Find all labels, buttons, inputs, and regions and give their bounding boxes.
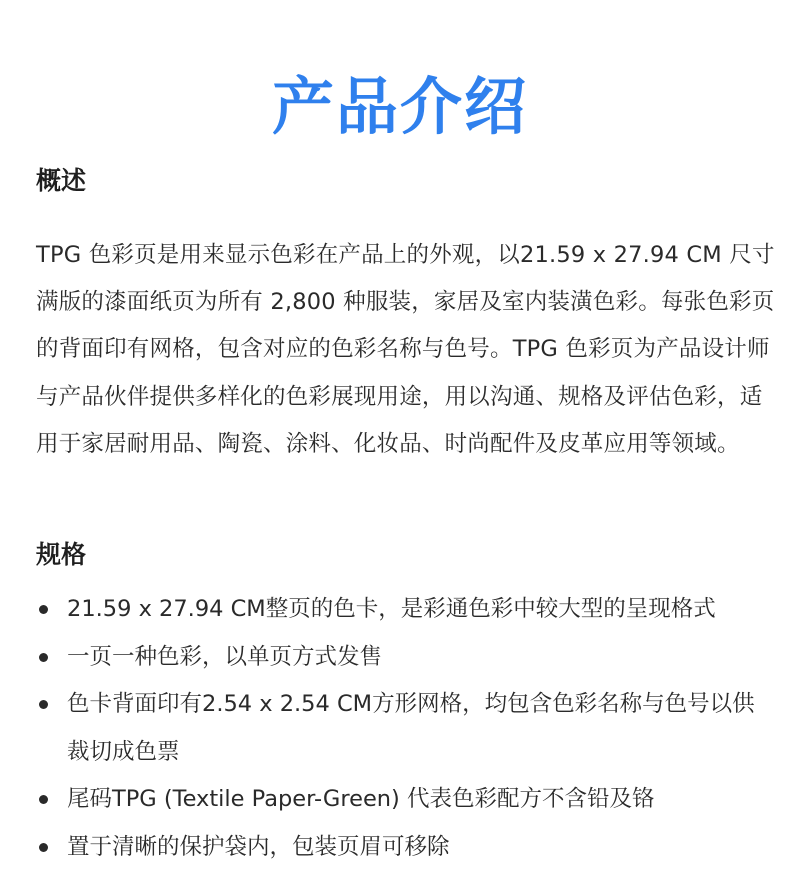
- spec-item: [36, 681, 776, 776]
- spec-item: [36, 634, 776, 682]
- spec-item-text: 尾码TPG (Textile Paper-Green) 代表色彩配方不含铅及铬: [67, 786, 655, 812]
- bullet-icon: [39, 653, 48, 662]
- spec-item-text: 一页一种色彩，以单页方式发售: [67, 643, 383, 670]
- bullet-icon: [39, 843, 48, 852]
- spec-item-text: 置于清晰的保护袋内，包装页眉可移除: [67, 833, 450, 860]
- specs-heading: 规格: [36, 540, 87, 569]
- spec-item-text: 21.59 x 27.94 CM整页的色卡，是彩通色彩中较大型的呈现格式: [67, 596, 716, 622]
- spec-item-text: 色卡背面印有2.54 x 2.54 CM方形网格，均包含色彩名称与色号以供裁切成色票: [67, 691, 755, 765]
- spec-item: [36, 586, 776, 634]
- page-title: 产品介绍: [271, 69, 528, 143]
- specs-list: [36, 586, 776, 871]
- bullet-icon: [39, 605, 48, 614]
- bullet-icon: [39, 700, 48, 709]
- spec-item: [36, 776, 776, 824]
- spec-item: [36, 824, 776, 872]
- overview-heading: 概述: [36, 166, 87, 195]
- bullet-icon: [39, 795, 48, 804]
- overview-paragraph: TPG 色彩页是用来显示色彩在产品上的外观，以21.59 x 27.94 CM 尺寸满版的漆面纸页为所有 2,800 种服装，家居及室内装潢色彩。每张色彩页的背面印有网格，包含对应的色彩名称与色号。TPG 色彩页为产品设计师与产品伙伴提供多样化的色彩展现用途，用以沟通、规格及评估色彩，适用于家居耐用品、陶瓷、涂料、化妆品、时尚配件及皮革应用等领域。: [36, 242, 775, 457]
